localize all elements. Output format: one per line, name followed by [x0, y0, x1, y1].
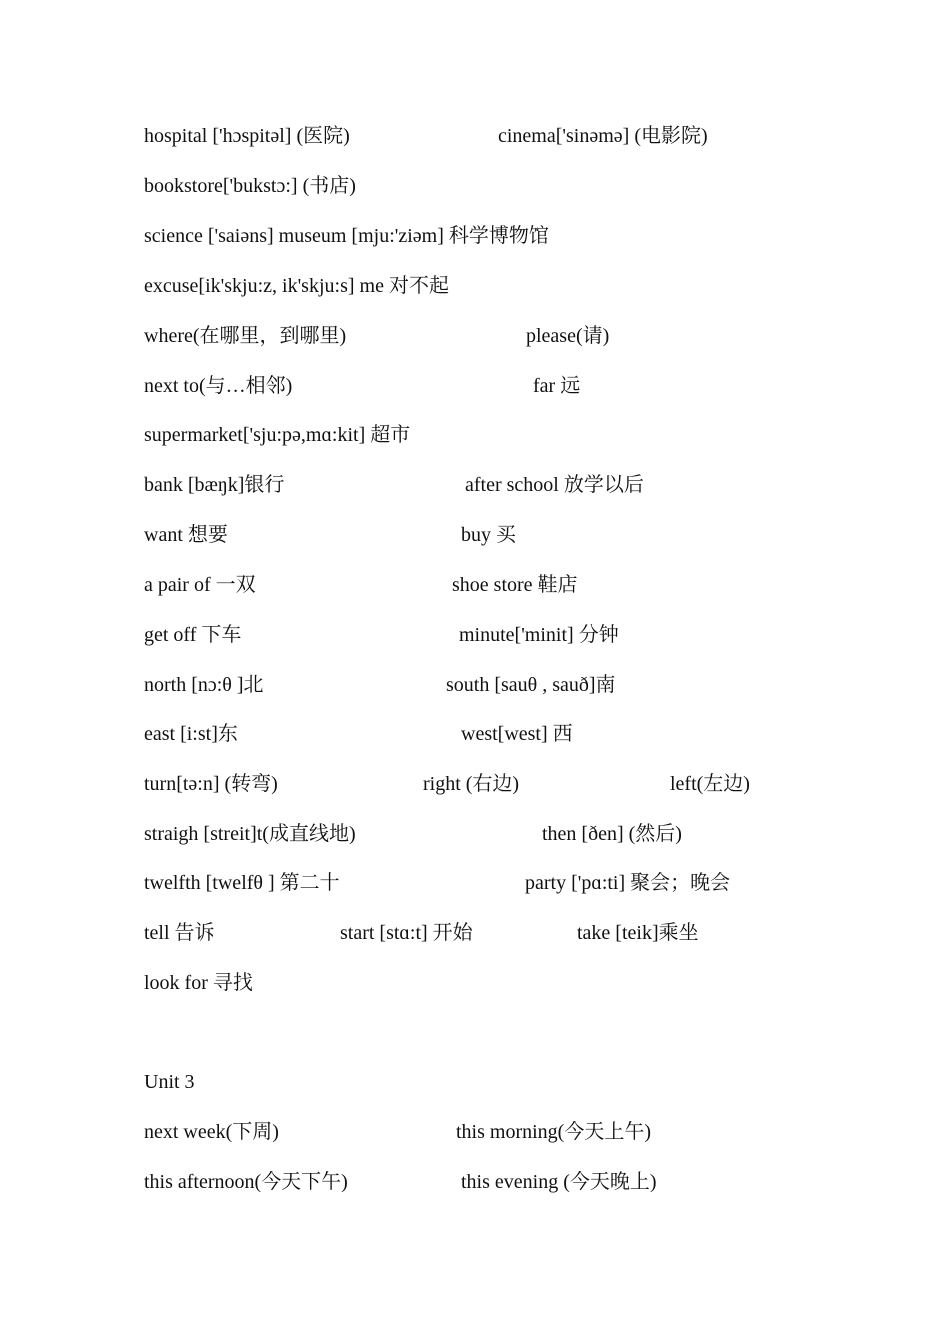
vocab-entry-after-school: after school 放学以后: [465, 474, 644, 496]
vocab-entry-cinema: cinema['sinəmə] (电影院): [498, 125, 708, 147]
vocab-entry-please: please(请): [526, 325, 610, 347]
vocab-entry-take: take [teik]乘坐: [577, 922, 699, 944]
vocab-entry-buy: buy 买: [461, 524, 516, 546]
vocab-entry-this-morning: this morning(今天上午): [456, 1121, 651, 1143]
vocab-entry-tell: tell 告诉: [144, 922, 215, 944]
vocab-entry-west: west[west] 西: [461, 723, 573, 745]
vocab-entry-right: right (右边): [423, 773, 520, 795]
vocab-entry-east: east [i:st]东: [144, 723, 238, 745]
vocab-entry-straight: straigh [streit]t(成直线地): [144, 823, 356, 845]
vocab-entry-next-week: next week(下周): [144, 1121, 279, 1143]
vocab-entry-far: far 远: [533, 375, 581, 397]
vocab-entry-party: party ['pɑ:ti] 聚会；晚会: [525, 872, 731, 894]
vocab-entry-supermarket: supermarket['sju:pə,mɑ:kit] 超市: [144, 424, 411, 446]
vocab-entry-hospital: hospital ['hɔspitəl] (医院): [144, 125, 350, 147]
vocab-entry-get-off: get off 下车: [144, 624, 242, 646]
vocab-entry-science-museum: science ['saiəns] museum [mju:'ziəm] 科学博物馆: [144, 225, 549, 247]
vocab-entry-minute: minute['minit] 分钟: [459, 624, 619, 646]
vocab-entry-left: left(左边): [670, 773, 750, 795]
vocab-entry-north: north [nɔ:θ ]北: [144, 674, 264, 696]
vocab-entry-this-evening: this evening (今天晚上): [461, 1171, 657, 1193]
vocab-entry-bank: bank [bæŋk]银行: [144, 474, 285, 496]
vocab-entry-bookstore: bookstore['bukstɔ:] (书店): [144, 175, 356, 197]
vocab-entry-twelfth: twelfth [twelfθ ] 第二十: [144, 872, 340, 894]
vocab-entry-this-afternoon: this afternoon(今天下午): [144, 1171, 348, 1193]
vocab-entry-next-to: next to(与…相邻): [144, 375, 293, 397]
vocab-entry-turn: turn[tə:n] (转弯): [144, 773, 278, 795]
unit-heading: Unit 3: [144, 1071, 195, 1093]
vocab-entry-south: south [sauθ , sauð]南: [446, 674, 616, 696]
vocab-entry-look-for: look for 寻找: [144, 972, 253, 994]
vocab-entry-want: want 想要: [144, 524, 228, 546]
vocab-entry-then: then [ðen] (然后): [542, 823, 682, 845]
vocab-entry-shoe-store: shoe store 鞋店: [452, 574, 578, 596]
vocab-entry-where: where(在哪里，到哪里): [144, 325, 347, 347]
vocab-entry-excuse-me: excuse[ik'skju:z, ik'skju:s] me 对不起: [144, 275, 449, 297]
vocab-entry-start: start [stɑ:t] 开始: [340, 922, 473, 944]
vocab-entry-a-pair-of: a pair of 一双: [144, 574, 256, 596]
